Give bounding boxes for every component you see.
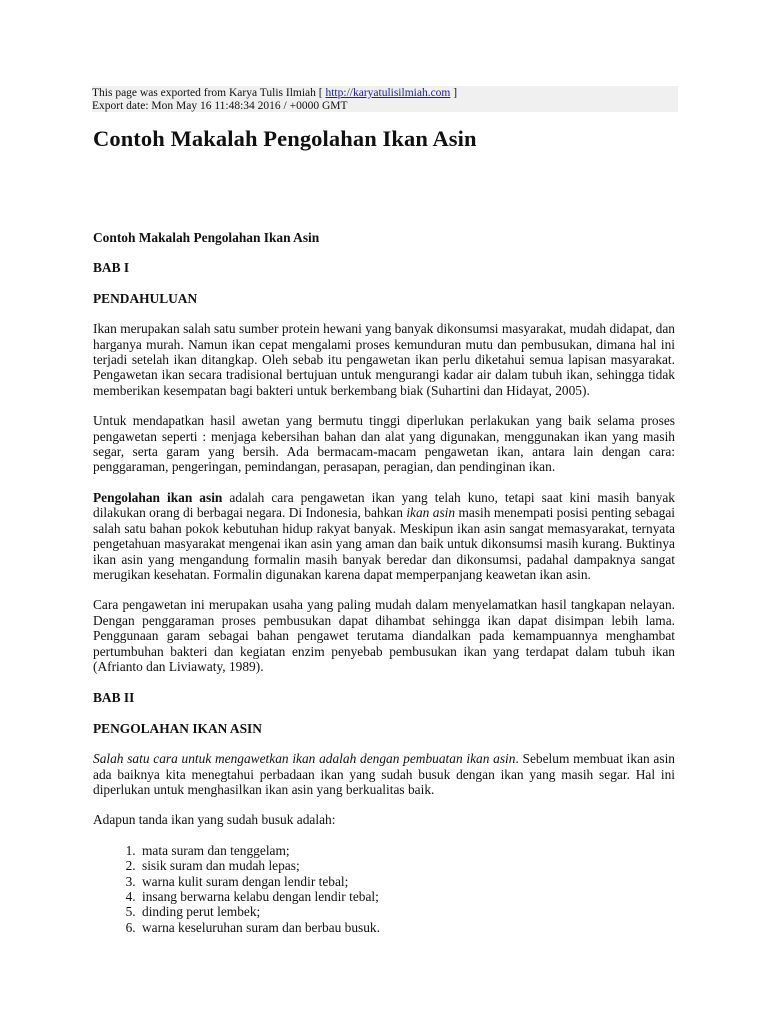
list-item: 2. sisik suram dan mudah lepas; [139, 858, 675, 873]
paragraph-3-part-b: masih menempati posisi penting sebagai salah satu bahan pokok kebutuhan hidup rakyat banyak. Meskipun ikan asin sangat memasyarakat, ternyata pengetahuan masyarakat mengenai ikan asin yang aman dan baik untuk dikonsumsi masih kurang. Buktinya ikan asin yang mengandung formalin masih banyak beredar dan dikonsumsi, padahal dampaknya sangat merugikan kesehatan. Formalin digunakan karena dapat memperpanjang keawetan ikan asin. [93, 505, 676, 582]
paragraph-2: Untuk mendapatkan hasil awetan yang bermutu tinggi diperlukan perlakukan yang baik selama proses pengawetan seperti : menjaga kebersihan bahan dan alat yang digunakan, menggunakan ikan yang masih segar, serta garam yang bersih. Ada bermacam-macam pengawetan ikan, antara lain dengan cara: penggaraman, pengeringan, pemindangan, perasapan, peragian, dan pendinginan ikan. [93, 413, 675, 475]
paragraph-5-rest: . Sebelum membuat ikan asin ada baiknya kita menegtahui perbadaan ikan yang sudah busuk dengan ikan yang masih segar. Hal ini diperlukan untuk menghasilkan ikan asin yang berkualitas baik. [93, 751, 675, 797]
article-body [93, 230, 675, 935]
export-date: Export date: Mon May 16 11:48:34 2016 / +0000 GMT [92, 99, 348, 112]
export-source-suffix: ] [450, 87, 458, 99]
list-item: 5. dinding perut lembek; [139, 904, 675, 919]
paragraph-3-italic: ikan asin [406, 505, 456, 521]
chapter-heading-bab-1: BAB I [93, 260, 130, 276]
paragraph-3 [93, 490, 675, 582]
chapter-heading-bab-2: BAB II [93, 690, 135, 706]
section-heading-pendahuluan: PENDAHULUAN [93, 290, 198, 306]
source-link[interactable]: http://karyatulisilmiah.com [325, 87, 451, 99]
export-source-line [92, 87, 678, 100]
page-title: Contoh Makalah Pengolahan Ikan Asin [93, 126, 477, 151]
paragraph-5-italic: Salah satu cara untuk mengawetkan ikan adalah dengan pembuatan ikan asin [93, 751, 516, 767]
paragraph-1: Ikan merupakan salah satu sumber protein hewani yang banyak dikonsumsi masyarakat, mudah didapat, dan harganya murah. Namun ikan cepat mengalami proses kemunduran mutu dan pembusukan, dimana hal ini terjadi setelah ikan ditangkap. Oleh sebab itu pengawetan ikan perlu diketahui semua lapisan masyarakat. Pengawetan ikan secara tradisional bertujuan untuk mengurangi kadar air dalam tubuh ikan, sehingga tidak memberikan kesempatan bagi bakteri untuk berkembang biak (Suhartini dan Hidayat, 2005). [93, 321, 675, 398]
article-subtitle: Contoh Makalah Pengolahan Ikan Asin [93, 230, 320, 245]
paragraph-3-bold: Pengolahan ikan asin [93, 489, 223, 505]
paragraph-5 [93, 751, 675, 797]
paragraph-6: Adapun tanda ikan yang sudah busuk adalah: [93, 812, 336, 828]
list-item: 3. warna kulit suram dengan lendir tebal; [139, 874, 675, 889]
list-item: 6. warna keseluruhan suram dan berbau busuk. [139, 920, 675, 935]
export-source-prefix: This page was exported from Karya Tulis Ilmiah [ [92, 87, 326, 99]
busuk-signs-list [93, 843, 675, 935]
paragraph-4: Cara pengawetan ini merupakan usaha yang paling mudah dalam menyelamatkan hasil tangkapan nelayan. Dengan penggaraman proses pembusukan dapat dihambat sehingga ikan dapat disimpan lebih lama. Penggunaan garam sebagai bahan pengawet terutama diandalkan pada kemampuannya menghambat pertumbuhan bakteri dan kegiatan enzim penyebab pembusukan ikan yang terdapat dalam tubuh ikan (Afrianto dan Liviawaty, 1989). [93, 597, 675, 674]
list-item: 4. insang berwarna kelabu dengan lendir tebal; [139, 889, 675, 904]
export-info-bar [92, 86, 678, 112]
list-item: 1. mata suram dan tenggelam; [139, 843, 675, 858]
section-heading-pengolahan: PENGOLAHAN IKAN ASIN [93, 720, 262, 736]
paragraph-3-part-a: adalah cara pengawetan ikan yang telah kuno, tetapi saat kini masih banyak dilakukan orang di berbagai negara. Di Indonesia, bahkan [93, 489, 676, 521]
